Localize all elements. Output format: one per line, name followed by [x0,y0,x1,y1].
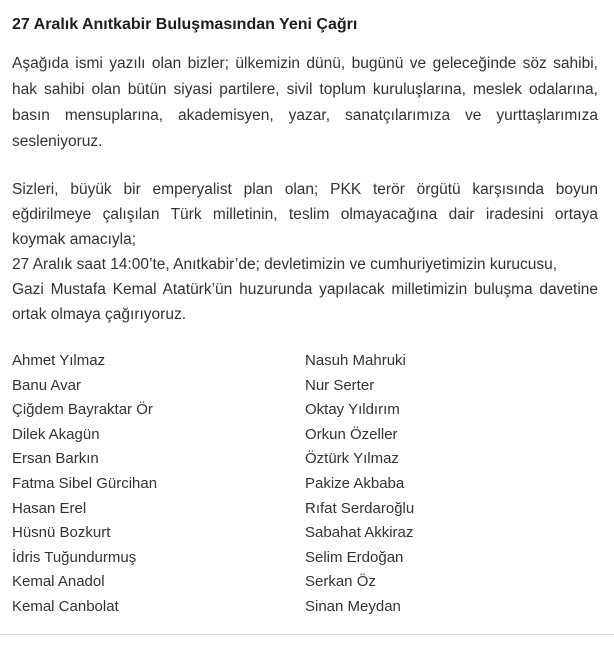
list-item: Ahmet Yılmaz [12,352,106,369]
document-title: 27 Aralık Anıtkabir Buluşmasından Yeni Çağrı [12,16,358,33]
bottom-divider [0,634,614,635]
paragraph-invitation: Gazi Mustafa Kemal Atatürk’ün huzurunda yapılacak milletimizin buluşma davetine ortak olmaya çağırıyoruz. [12,281,598,323]
list-item: Pakize Akbaba [305,474,405,492]
signatory-column-right [305,349,598,620]
paragraph-block-call [12,177,598,327]
list-item: Öztürk Yılmaz [305,450,399,468]
list-item: Serkan Öz [305,573,376,591]
signatory-list [12,349,598,620]
list-item: Selim Erdoğan [305,548,404,566]
list-item: Nur Serter [305,376,375,394]
list-item: Sinan Meydan [305,597,401,615]
list-item: Nasuh Mahruki [305,352,406,369]
paragraph-datetime: 27 Aralık saat 14:00’te, Anıtkabir’de; devletimizin ve cumhuriyetimizin kurucusu, [12,256,558,273]
list-item: Çiğdem Bayraktar Ör [12,401,153,419]
list-item: Ersan Barkın [12,450,99,468]
paragraph-intro: Aşağıda ismi yazılı olan bizler; ülkemizin dünü, bugünü ve geleceğinde söz sahibi, hak sahibi olan bütün siyasi partilere, sivil toplum kuruluşlarına, meslek odalarına, basın mensuplarına, akademisyen, yazar, sanatçılarımıza ve yurttaşlarımıza sesleniyoruz. [12,55,598,150]
list-item: İdris Tuğundurmuş [12,548,137,566]
list-item: Fatma Sibel Gürcihan [12,474,158,492]
list-item: Oktay Yıldırım [305,401,400,419]
list-item: Orkun Özeller [305,425,398,443]
list-item: Banu Avar [12,376,81,394]
list-item: Dilek Akagün [12,425,100,443]
list-item: Kemal Anadol [12,573,105,591]
list-item: Hasan Erel [12,499,87,517]
signatory-column-left [12,349,305,620]
list-item: Sabahat Akkiraz [305,524,414,542]
paragraph-purpose: Sizleri, büyük bir emperyalist plan olan; PKK terör örgütü karşısında boyun eğdirilmeye çalışılan Türk milletinin, teslim olmayacağına dair iradesini ortaya koymak amacıyla; [12,181,598,248]
list-item: Hüsnü Bozkurt [12,524,111,542]
list-item: Kemal Canbolat [12,597,119,615]
list-item: Rıfat Serdaroğlu [305,499,415,517]
